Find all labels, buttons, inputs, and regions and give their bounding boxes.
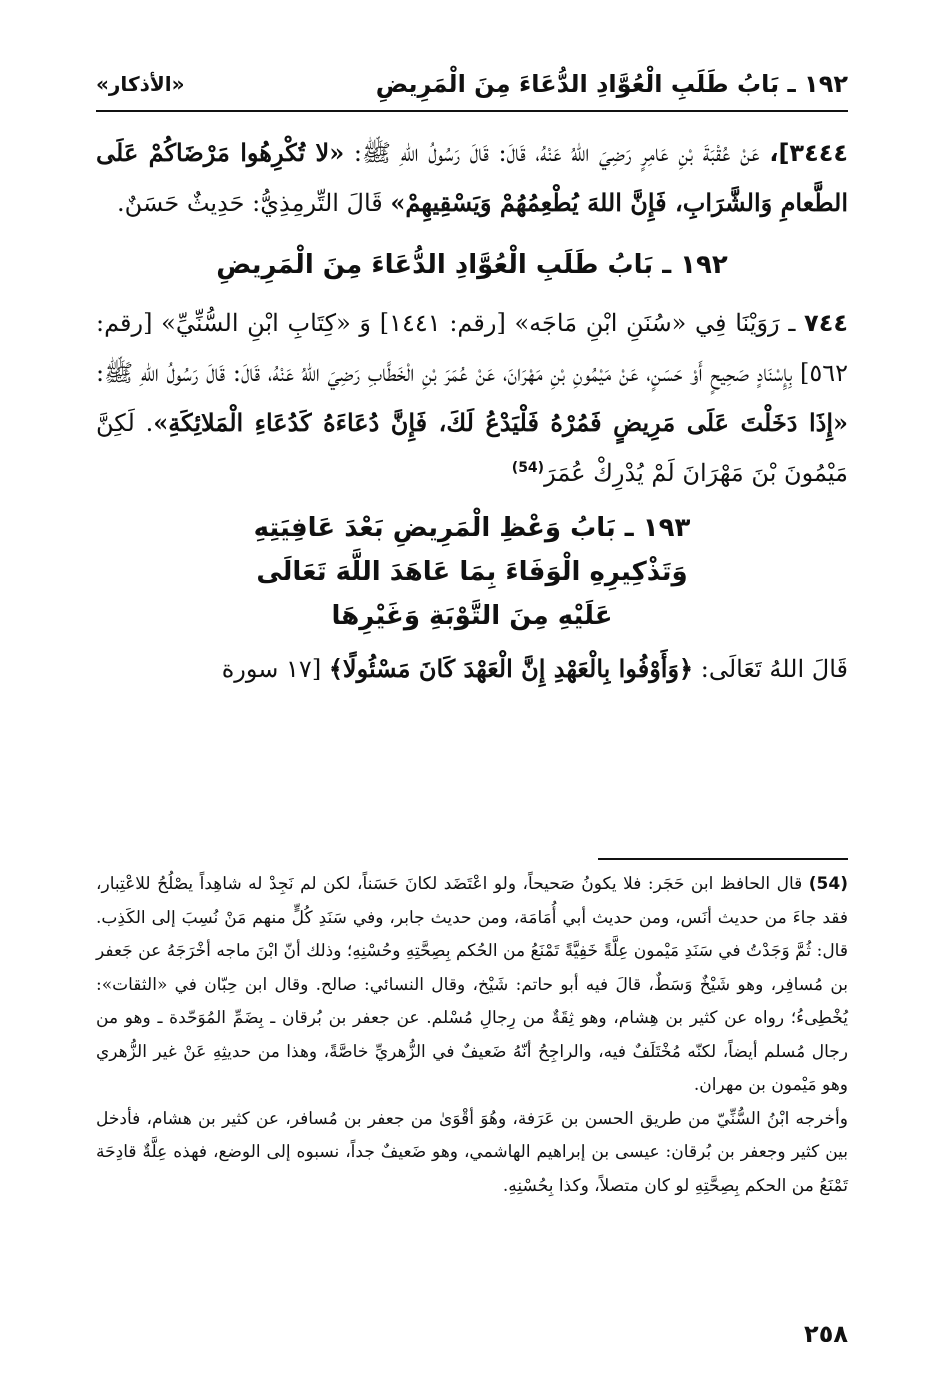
main-text [96, 128, 848, 694]
hadith-text: «لا تُكْرِهُوا مَرْضَاكُمْ عَلَى الطَّعامِ وَالشَّرَابِ، فَإِنَّ اللهَ يُطْعِمُهُمْ وَيَسْقِيهِمْ» [96, 138, 848, 217]
footnote-54 [96, 868, 848, 1103]
verse-intro: قَالَ اللهُ تَعَالَى: [693, 655, 848, 683]
chapter-heading-line: ١٩٣ ـ بَابُ وَعْظِ الْمَرِيضِ بَعْدَ عَافِيَتِهِ [253, 513, 691, 543]
hadith-paragraph-744 [96, 298, 848, 498]
footnote-divider [598, 858, 848, 860]
chapter-heading-192: ١٩٢ ـ بَابُ طَلَبِ الْعُوَّادِ الدُّعَاءَ مِنَ الْمَرِيضِ [216, 250, 728, 280]
hadith-chain: عَنْ عُقْبَةَ بْنِ عَامِرٍ رَضِيَ اللهُ عَنْهُ، قَالَ: قَالَ رَسُولُ اللهِ ﷺ: [344, 139, 770, 167]
chapter-heading-line: وَتَذْكِيرِهِ الْوَفَاءَ بِمَا عَاهَدَ اللَّهَ تَعَالَى [256, 557, 688, 587]
quran-verse: ﴿وَأَوْفُوا بِالْعَهْدِ إِنَّ الْعَهْدَ كَانَ مَسْئُولًا﴾ [328, 654, 694, 683]
hadith-paragraph-3444 [96, 128, 848, 228]
hadith-text: «إِذَا دَخَلْتَ عَلَى مَرِيضٍ فَمُرْهُ فَلْيَدْعُ لَكَ، فَإِنَّ دُعَاءَهُ كَدُعَاءِ الْمَلائِكَةِ» [153, 408, 848, 437]
chapter-heading-line: عَلَيْهِ مِنَ التَّوْبَةِ وَغَيْرِهَا [331, 601, 613, 631]
header-chapter-title: ١٩٢ ـ بَابُ طَلَبِ الْعُوَّادِ الدُّعَاءَ مِنَ الْمَرِيضِ [375, 70, 848, 98]
footnotes-section [96, 868, 848, 1203]
hadith-chain: ـ رَوَيْنَا فِي «سُنَنِ ابْنِ مَاجَه» [رقم: ١٤٤١] وَ «كِتَابِ ابْنِ السُّنِّيِّ» [رقم: ٥٦٢] بِإِسْنَادٍ صَحِيحٍ أَوْ حَسَنٍ، عَنْ مَيْمُونِ بْنِ مَهْرَانَ، عَنْ عُمَرَ بْنِ الْخَطَّابِ رَضِيَ اللهُ عَنْهُ، قَالَ: قَالَ رَسُولُ اللهِ ﷺ: [96, 309, 848, 387]
chapter-heading-193 [96, 506, 848, 638]
footnote-number: (54) [808, 874, 848, 894]
footnote-text: قال الحافظ ابن حَجَر: فلا يكونُ صَحيحاً، ولو اعْتَضَد لكانَ حَسَناً، لكن لم نَجِدْ له شاهِداً يصْلُحُ للاعْتِبار، فقد جاءَ من حديث أنَس، ومن حديث أبي أُمَامَة، ومن حديث جابر، وفي سَنَدِ كُلٍّ منهم مَنْ نُسِبَ إلى الكَذِب. قال: ثُمَّ وَجَدْتُ في سَنَدِ مَيْمون عِلَّةً خَفِيَّةً تَمْنَعُ من الحُكم بِصِحَّتِهِ وحُسْنِهِ؛ وذلك أنّ ابْنَ ماجه أخْرَجَهُ عن جَعفر بن مُسافِر، وهو شَيْخٌ وَسَطٌ، قالَ فيه أبو حاتم: شَيْخ، وقال النسائي: صالح. وقال ابن حِبّان في «الثقات»: يُخْطِىءُ؛ رواه عن كثير بن هِشام، وهو ثِقَةٌ من رِجالِ مُسْلم. عن جعفر بن بُرقان ـ بِضَمِّ المُوَحّدة ـ وهو من رجال مُسلم أيضاً، لكنّه مُخْتَلَفٌ فيه، والراجِحُ أنّهُ ضَعيفٌ في الزُّهريِّ خاصَّةً، وهذا من حديثِهِ عَنْ غير الزُّهري وهو مَيْمون بن مهران. [96, 874, 849, 1095]
page-number: ٢٥٨ [804, 1320, 848, 1348]
running-header [96, 62, 848, 106]
header-divider [96, 110, 848, 112]
hadith-number: ٧٤٤ [804, 309, 848, 337]
hadith-grading: قَالَ التِّرمِذِيُّ: حَدِيثٌ حَسَنٌ. [117, 189, 391, 217]
footnote-reference[interactable]: (54) [511, 460, 545, 476]
hadith-comment: . لَكِنَّ مَيْمُونَ بْنَ مَهْرَانَ لَمْ يُدْرِكْ عُمَرَ [96, 409, 848, 487]
header-book-title: «الأذكار» [96, 72, 185, 96]
quran-verse-paragraph [96, 644, 848, 694]
footnote-54-continued: وأخرجه ابْنُ السُّنِّيّ من طريق الحسن بن عَرَفة، وهُوَ أقْوَىٰ من جعفر بن مُسافر، عن كثير بن هشام، فأدخل بين كثير وجعفر بن بُرقان: عيسى بن إبراهيم الهاشمي، وهو ضَعيفٌ جداً، نسبوه إلى الوضع، فهذه عِلَّةٌ قادِحَة تَمْنَعُ من الحكم بِصِحَّتِهِ لو كان متصلاً، وكذا بِحُسْنِهِ. [96, 1108, 848, 1196]
verse-reference: [١٧ سورة [221, 655, 329, 683]
hadith-number: ٣٤٤٤]، [769, 139, 849, 167]
